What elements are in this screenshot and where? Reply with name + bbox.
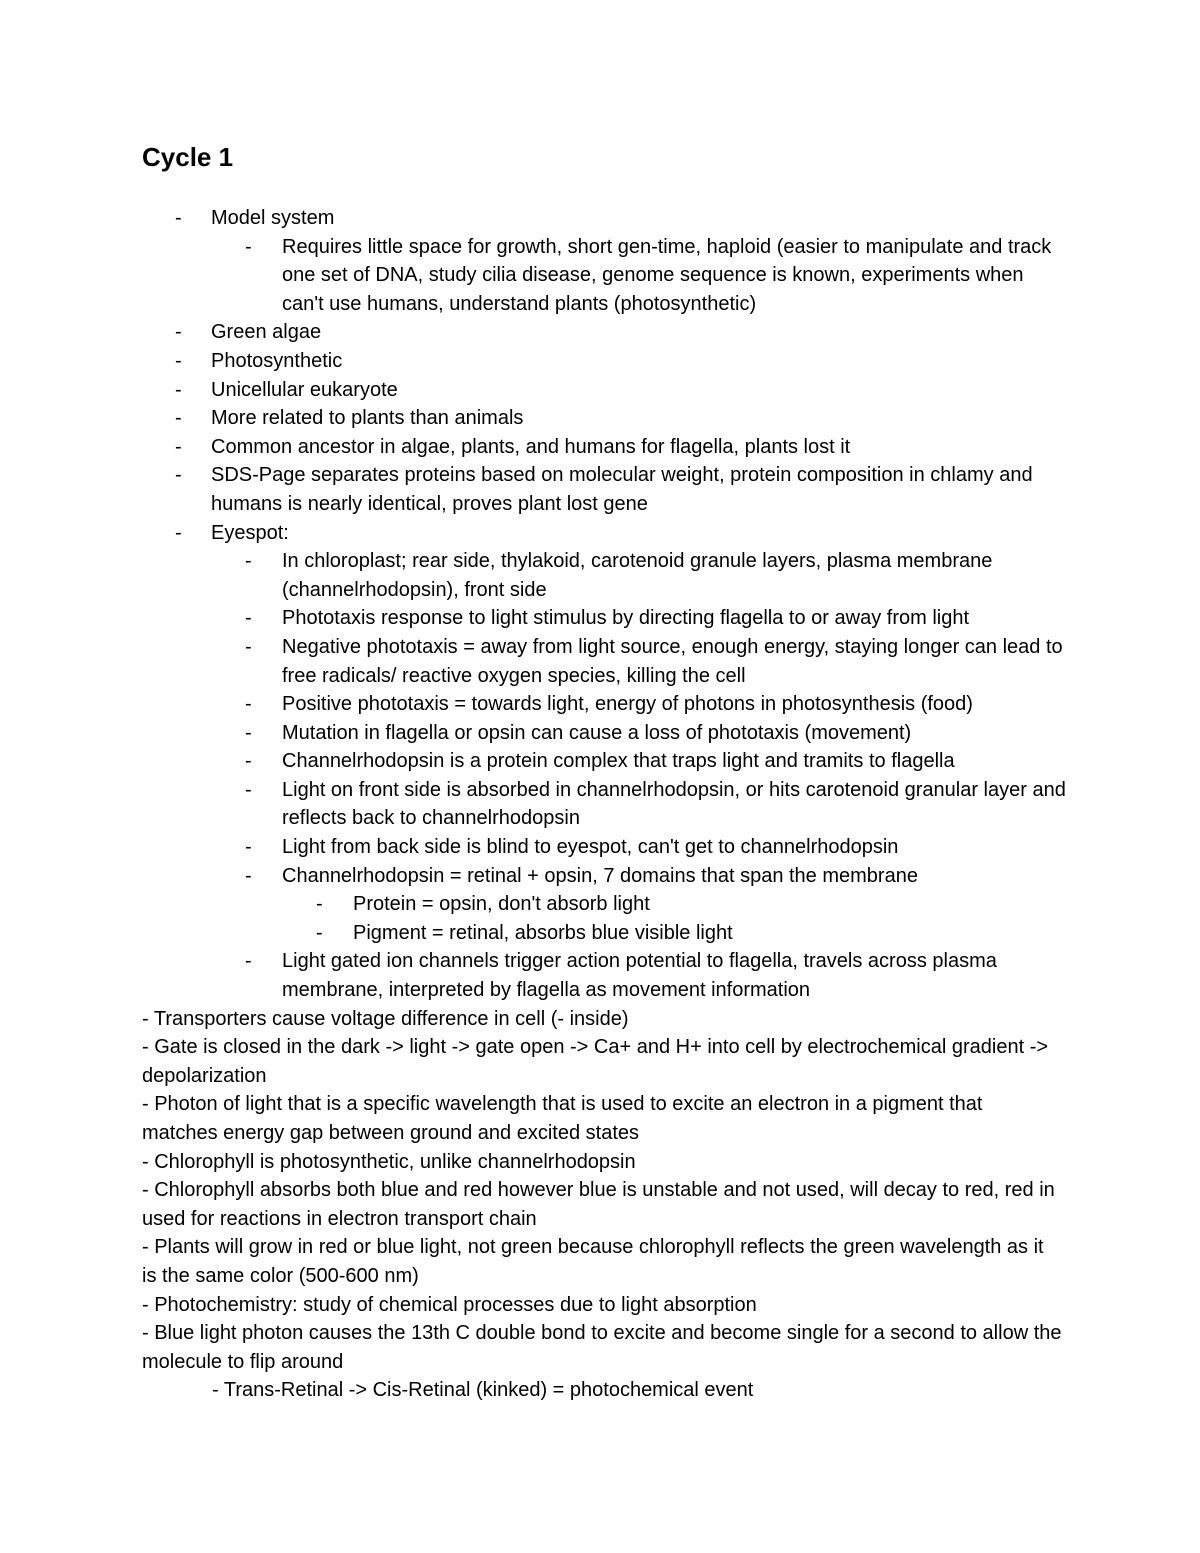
bullet-marker: - (245, 693, 252, 716)
bullet-marker: - (245, 750, 252, 773)
bullet-marker: - (245, 635, 252, 658)
bullet-text: Channelrhodopsin is a protein complex that traps light and tramits to flagella (282, 750, 955, 773)
bullet-marker: - (245, 836, 252, 859)
bullet-text: Light from back side is blind to eyespot, can't get to channelrhodopsin (282, 836, 899, 859)
bullet-marker: - (175, 464, 182, 487)
page-title: Cycle 1 (142, 142, 234, 172)
bullet-item (0, 633, 1067, 690)
paragraph-list (0, 1005, 1200, 1405)
bullet-text: Eyespot: (211, 521, 289, 544)
paragraph: - Photon of light that is a specific wavelength that is used to excite an electron in a pigment that matches energy gap between ground and excited states (142, 1093, 983, 1144)
bullet-marker: - (245, 721, 252, 744)
paragraph: - Transporters cause voltage difference in cell (- inside) (142, 1007, 629, 1030)
paragraph: - Photochemistry: study of chemical processes due to light absorption (142, 1293, 757, 1316)
bullet-text: Protein = opsin, don't absorb light (353, 893, 650, 916)
bullet-marker: - (175, 435, 182, 458)
bullet-text: Requires little space for growth, short gen-time, haploid (easier to manipulate and track one set of DNA, study cilia disease, genome sequence is known, experiments when can't use humans, understand plants (photosynthetic) (282, 235, 1052, 315)
bullet-marker: - (245, 235, 252, 258)
paragraph: - Gate is closed in the dark -> light -> gate open -> Ca+ and H+ into cell by electrochemical gradient -> depolarization (142, 1036, 1049, 1087)
bullet-text: Unicellular eukaryote (211, 378, 398, 401)
bullet-text: Mutation in flagella or opsin can cause a loss of phototaxis (movement) (282, 721, 912, 744)
bullet-item (0, 747, 1067, 776)
bullet-marker: - (245, 950, 252, 973)
paragraph: - Trans-Retinal -> Cis-Retinal (kinked) = photochemical event (212, 1379, 754, 1402)
bullet-item (0, 376, 1071, 405)
bullet-text: Green algae (211, 321, 322, 344)
bullet-text: Common ancestor in algae, plants, and humans for flagella, plants lost it (211, 435, 851, 458)
bullet-marker: - (245, 778, 252, 801)
bullet-list (0, 204, 1200, 1005)
bullet-item (0, 204, 1071, 233)
bullet-text: Positive phototaxis = towards light, energy of photons in photosynthesis (food) (282, 693, 973, 716)
bullet-text: Channelrhodopsin = retinal + opsin, 7 domains that span the membrane (282, 864, 918, 887)
bullet-item (0, 404, 1071, 433)
bullet-item (0, 461, 1071, 518)
bullet-marker: - (175, 207, 182, 229)
bullet-item (0, 519, 1071, 548)
bullet-marker: - (175, 321, 182, 344)
bullet-text: Light on front side is absorbed in channelrhodopsin, or hits carotenoid granular layer and reflects back to channelrhodopsin (282, 778, 1066, 830)
bullet-item (0, 776, 1067, 833)
bullet-item (0, 233, 1067, 319)
bullet-marker: - (245, 864, 252, 887)
bullet-text: SDS-Page separates proteins based on molecular weight, protein composition in chlamy and humans is nearly identical, proves plant lost gene (211, 464, 1033, 515)
paragraph: - Chlorophyll absorbs both blue and red however blue is unstable and not used, will decay to red, red in used for reactions in electron transport chain (142, 1179, 1055, 1230)
paragraph: - Chlorophyll is photosynthetic, unlike channelrhodopsin (142, 1150, 636, 1173)
bullet-item (0, 947, 1067, 1004)
bullet-marker: - (175, 407, 182, 430)
bullet-item (0, 604, 1067, 633)
bullet-item (0, 862, 1067, 891)
bullet-text: More related to plants than animals (211, 407, 524, 430)
bullet-item (0, 890, 1063, 919)
bullet-marker: - (245, 607, 252, 630)
bullet-item (0, 547, 1067, 604)
bullet-item (0, 690, 1067, 719)
bullet-text: Negative phototaxis = away from light source, enough energy, staying longer can lead to free radicals/ reactive oxygen species, killing the cell (282, 635, 1063, 687)
paragraph: - Plants will grow in red or blue light, not green because chlorophyll reflects the green wavelength as it is the same color (500-600 nm) (142, 1236, 1044, 1287)
bullet-marker: - (245, 550, 252, 573)
bullet-marker: - (175, 521, 182, 544)
bullet-text: Model system (211, 207, 335, 229)
bullet-marker: - (316, 893, 323, 916)
bullet-text: In chloroplast; rear side, thylakoid, carotenoid granule layers, plasma membrane (channelrhodopsin), front side (282, 550, 993, 601)
bullet-item (0, 318, 1071, 347)
bullet-marker: - (175, 378, 182, 401)
bullet-marker: - (175, 349, 182, 372)
bullet-text: Pigment = retinal, absorbs blue visible light (353, 921, 733, 944)
bullet-text: Photosynthetic (211, 349, 343, 372)
bullet-item (0, 347, 1071, 376)
bullet-item (0, 433, 1071, 462)
bullet-item (0, 919, 1063, 948)
paragraph: - Blue light photon causes the 13th C double bond to excite and become single for a second to allow the molecule to flip around (142, 1322, 1062, 1373)
bullet-text: Phototaxis response to light stimulus by directing flagella to or away from light (282, 607, 970, 630)
bullet-item (0, 719, 1067, 748)
notes-body (0, 204, 1200, 1405)
bullet-text: Light gated ion channels trigger action potential to flagella, travels across plasma membrane, interpreted by flagella as movement information (282, 950, 997, 1002)
bullet-item (0, 833, 1067, 862)
bullet-marker: - (316, 921, 323, 944)
